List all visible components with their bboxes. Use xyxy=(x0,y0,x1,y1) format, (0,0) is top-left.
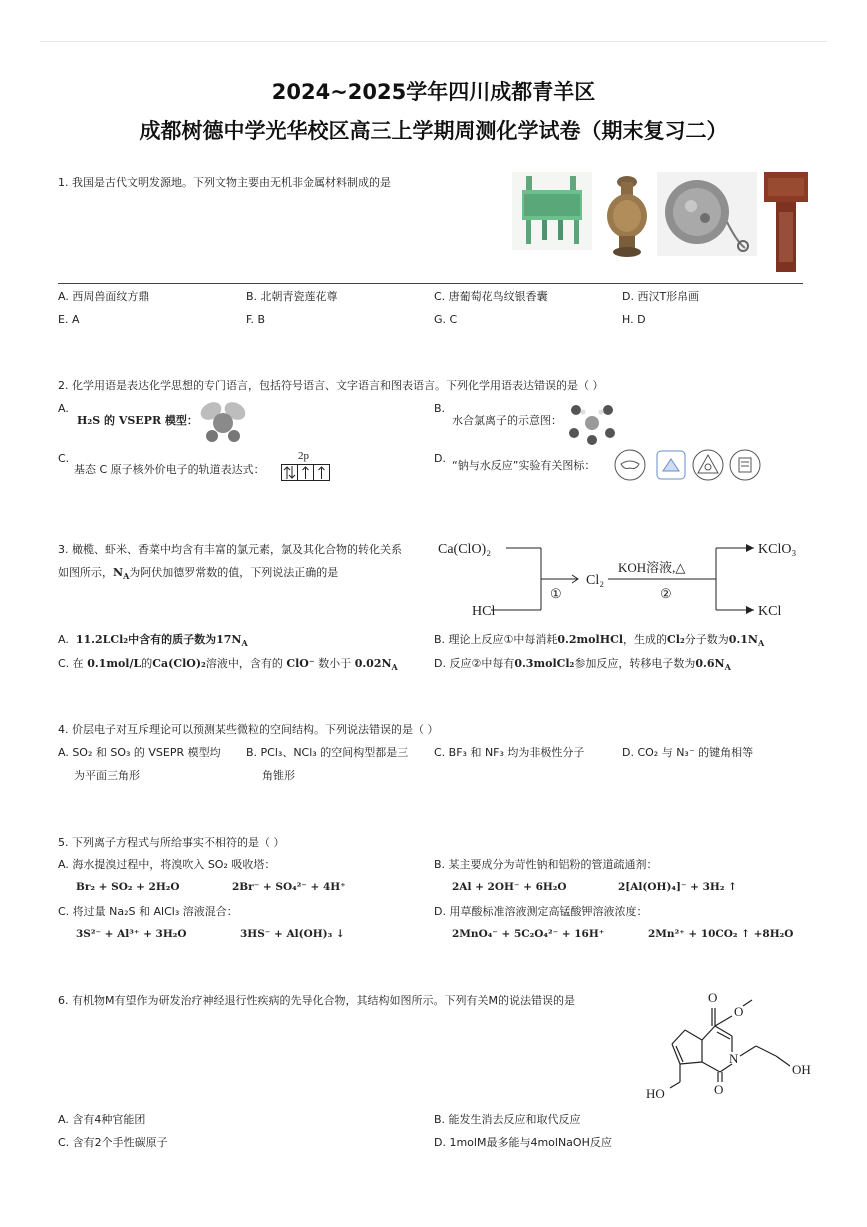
kclo3-label: KClO₃ xyxy=(758,542,797,557)
svg-text:N: N xyxy=(729,1051,739,1066)
bronze-ding-image xyxy=(512,172,592,250)
koh-label: KOH溶液,△ xyxy=(618,560,686,575)
q5-c-left: 3S²⁻ + Al³⁺ + 3H₂O xyxy=(76,928,187,940)
q5-option-c[interactable]: C. 将过量 Na₂S 和 AlCl₃ 溶液混合： xyxy=(58,905,238,918)
q3-stem-line2: 如图所示，$N_A$为阿伏加德罗常数的值，下列说法正确的是 xyxy=(58,566,339,582)
q6-option-c[interactable]: C. 含有2个手性碳原子 xyxy=(58,1136,168,1149)
q2-option-d-text: “钠与水反应”实验有关图标： xyxy=(452,459,596,472)
q5-a-right: 2Br⁻ + SO₄²⁻ + 4H⁺ xyxy=(232,881,346,893)
q2-option-c-label[interactable]: C. xyxy=(58,452,70,465)
orbital-diagram xyxy=(281,464,331,482)
svg-text:OH: OH xyxy=(792,1062,811,1077)
q4-option-d[interactable]: D. CO₂ 与 N₃⁻ 的键角相等 xyxy=(622,746,754,759)
header-divider xyxy=(40,41,827,42)
silk-painting-image xyxy=(764,172,808,276)
q1-option-b[interactable]: B. 北朝青瓷莲花尊 xyxy=(246,290,338,303)
q5-b-right: 2[Al(OH)₄]⁻ + 3H₂ ↑ xyxy=(618,881,737,893)
q1-option-c[interactable]: C. 唐葡萄花鸟纹银香囊 xyxy=(434,290,548,303)
q4-stem: 4. 价层电子对互斥理论可以预测某些微粒的空间结构。下列说法错误的是（ ） xyxy=(58,723,439,736)
q1-option-d[interactable]: D. 西汉T形帛画 xyxy=(622,290,700,303)
q2-option-b-label[interactable]: B. xyxy=(434,402,446,415)
hydrated-chloride-image xyxy=(566,400,618,446)
q5-b-left: 2Al + 2OH⁻ + 6H₂O xyxy=(452,881,567,893)
q1-divider xyxy=(58,283,803,284)
svg-text:O: O xyxy=(734,1004,744,1019)
q1-option-e[interactable]: E. A xyxy=(58,313,80,326)
q1-option-a[interactable]: A. 西周兽面纹方鼎 xyxy=(58,290,150,303)
q5-d-left: 2MnO₄⁻ + 5C₂O₄²⁻ + 16H⁺ xyxy=(452,928,605,940)
molecule-m-structure xyxy=(640,982,820,1104)
svg-text:O: O xyxy=(714,1082,724,1097)
q4-option-b-line2: 角锥形 xyxy=(262,769,295,782)
orbital-label: 2p xyxy=(298,450,309,462)
q3-option-d[interactable]: D. 反应②中每有0.3molCl₂参加反应，转移电子数为$0.6N_A$ xyxy=(434,657,731,673)
q2-stem: 2. 化学用语是表达化学思想的专门语言，包括符号语言、文字语言和图表语言。下列化学用语表达错误的是（ ） xyxy=(58,379,604,392)
celadon-zun-image xyxy=(600,172,654,264)
silver-sachet-image xyxy=(657,172,757,256)
vsepr-model-image xyxy=(198,398,248,444)
electricity-icon xyxy=(729,449,761,481)
q1-stem: 1. 我国是古代文明发源地。下列文物主要由无机非金属材料制成的是 xyxy=(58,176,391,189)
wash-hands-icon xyxy=(655,449,687,481)
q5-c-right: 3HS⁻ + Al(OH)₃ ↓ xyxy=(240,928,345,940)
cl2-label: Cl₂ xyxy=(586,573,605,588)
kcl-label: KCl xyxy=(758,604,782,619)
step2-label: ② xyxy=(660,586,672,601)
hcl-label: HCl xyxy=(472,604,496,619)
q6-option-b[interactable]: B. 能发生消去反应和取代反应 xyxy=(434,1113,581,1126)
q2-option-b-text: 水合氯离子的示意图： xyxy=(452,414,562,427)
q6-option-a[interactable]: A. 含有4种官能团 xyxy=(58,1113,146,1126)
q3-option-b[interactable]: B. 理论上反应①中每消耗0.2molHCl，生成的Cl₂分子数为$0.1N_A$ xyxy=(434,633,765,649)
q4-option-a-line1[interactable]: A. SO₂ 和 SO₃ 的 VSEPR 模型均 xyxy=(58,746,221,759)
q5-option-a[interactable]: A. 海水提溴过程中，将溴吹入 SO₂ 吸收塔： xyxy=(58,858,276,871)
fire-hazard-icon xyxy=(692,449,724,481)
q4-option-b-line1[interactable]: B. PCl₃、NCl₃ 的空间构型都是三 xyxy=(246,746,409,759)
svg-text:O: O xyxy=(708,990,718,1005)
q1-option-g[interactable]: G. C xyxy=(434,313,458,326)
svg-text:HO: HO xyxy=(646,1086,665,1101)
q2-option-c-text: 基态 C 原子核外价电子的轨道表达式： xyxy=(74,463,265,476)
page-title-line1: 2024~2025学年四川成都青羊区 xyxy=(271,80,596,104)
goggles-icon xyxy=(614,449,646,481)
q6-stem: 6. 有机物M有望作为研发治疗神经退行性疾病的先导化合物，其结构如图所示。下列有关M的说法错误的是 xyxy=(58,994,575,1007)
chlorine-transformation-diagram xyxy=(436,536,816,626)
q4-option-c[interactable]: C. BF₃ 和 NF₃ 均为非极性分子 xyxy=(434,746,585,759)
q2-option-a-text: H₂S 的 VSEPR 模型： xyxy=(77,414,198,427)
q2-option-d-label[interactable]: D. xyxy=(434,452,446,465)
q5-option-b[interactable]: B. 某主要成分为苛性钠和铝粉的管道疏通剂： xyxy=(434,858,658,871)
q5-d-right: 2Mn²⁺ + 10CO₂ ↑ +8H₂O xyxy=(648,928,794,940)
step1-label: ① xyxy=(550,586,562,601)
ca-clo2-label: Ca(ClO)₂ xyxy=(438,542,492,557)
q5-stem: 5. 下列离子方程式与所给事实不相符的是（ ） xyxy=(58,836,285,849)
q1-option-h[interactable]: H. D xyxy=(622,313,646,326)
q4-option-a-line2: 为平面三角形 xyxy=(74,769,140,782)
q3-option-a[interactable]: A. 11.2LCl₂中含有的质子数为$17N_A$ xyxy=(58,633,248,649)
q3-option-c[interactable]: C. 在 0.1mol/L的Ca(ClO)₂溶液中，含有的 ClO⁻ 数小于 $0.02N_A$ xyxy=(58,657,398,673)
q5-option-d[interactable]: D. 用草酸标准溶液测定高锰酸钾溶液浓度： xyxy=(434,905,648,918)
q2-option-a-label[interactable]: A. xyxy=(58,402,69,415)
q5-a-left: Br₂ + SO₂ + 2H₂O xyxy=(76,881,180,893)
q6-option-d[interactable]: D. 1molM最多能与4molNaOH反应 xyxy=(434,1136,612,1149)
q1-option-f[interactable]: F. B xyxy=(246,313,266,326)
q3-stem-line1: 3. 橄榄、虾米、香菜中均含有丰富的氯元素，氯及其化合物的转化关系 xyxy=(58,543,402,556)
page-title-line2: 成都树德中学光华校区高三上学期周测化学试卷（期末复习二） xyxy=(139,119,728,143)
